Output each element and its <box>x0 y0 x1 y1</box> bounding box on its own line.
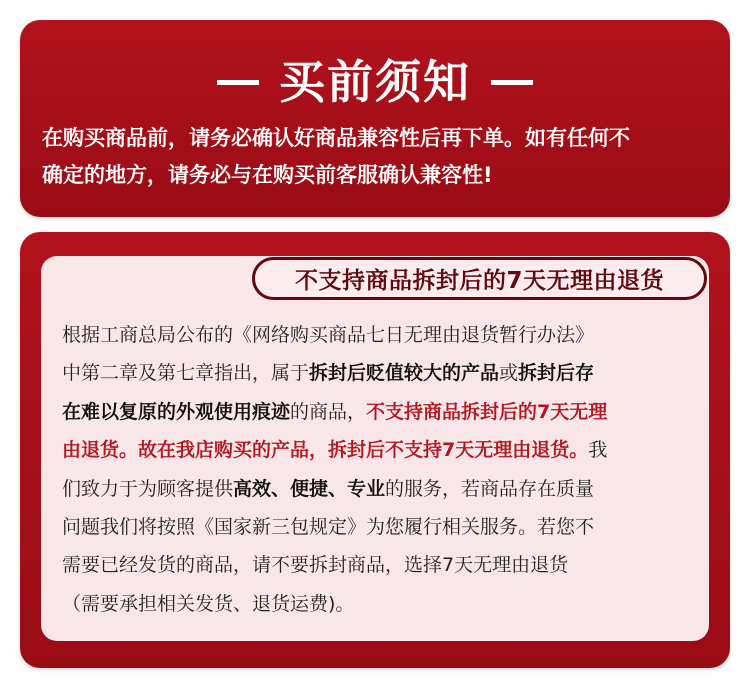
policy-text-segment: （需要承担相关发货、退货运费)。 <box>62 592 355 615</box>
policy-heading-tab <box>252 257 707 300</box>
policy-line-5 <box>62 470 702 508</box>
notice-title-row <box>20 54 730 110</box>
policy-text-segment: 或 <box>499 362 519 385</box>
policy-line-4 <box>62 431 702 469</box>
policy-text-segment: 的商品， <box>290 400 367 423</box>
purchase-notice-card <box>20 20 730 217</box>
policy-text-segment: 需要已经发货的商品，请不要拆封商品，选择7天无理由退货 <box>62 554 569 577</box>
policy-text-segment: 的服务，若商品存在质量 <box>385 477 595 500</box>
notice-text <box>42 120 722 194</box>
policy-line-1 <box>62 316 702 354</box>
return-policy-card <box>20 232 730 668</box>
policy-line-3 <box>62 393 702 431</box>
policy-bold-segment: 拆封后贬值较大的产品 <box>309 362 500 385</box>
policy-bold-segment: 高效、便捷、专业 <box>233 477 386 500</box>
title-dash-right <box>491 80 533 85</box>
notice-line-2: 确定的地方，请务必与在购买前客服确认兼容性! <box>42 163 493 187</box>
policy-text <box>62 316 702 623</box>
notice-title: 买前须知 <box>279 55 471 109</box>
policy-red-segment: 不支持商品拆封后的7天无理 <box>366 400 608 423</box>
policy-line-7 <box>62 546 702 584</box>
policy-red-segment: 由退货。故在我店购买的产品，拆封后不支持7天无理由退货。 <box>62 439 589 462</box>
policy-text-segment: 我 <box>588 439 608 462</box>
policy-text-segment: 问题我们将按照《国家新三包规定》为您履行相关服务。若您不 <box>62 515 595 538</box>
policy-bold-segment: 在难以复原的外观使用痕迹 <box>62 400 291 423</box>
policy-line-6 <box>62 508 702 546</box>
policy-line-8 <box>62 585 702 623</box>
title-dash-left <box>217 80 259 85</box>
policy-text-segment: 中第二章及第七章指出，属于 <box>62 362 310 385</box>
policy-text-segment: 们致力于为顾客提供 <box>62 477 234 500</box>
policy-bold-segment: 拆封后存 <box>518 362 595 385</box>
policy-heading: 不支持商品拆封后的7天无理由退货 <box>294 268 664 294</box>
policy-line-2 <box>62 354 702 392</box>
policy-panel <box>41 256 709 641</box>
notice-line-1: 在购买商品前，请务必确认好商品兼容性后再下单。如有任何不 <box>42 126 630 150</box>
policy-text-segment: 根据工商总局公布的《网络购买商品七日无理由退货暂行办法》 <box>62 324 595 346</box>
